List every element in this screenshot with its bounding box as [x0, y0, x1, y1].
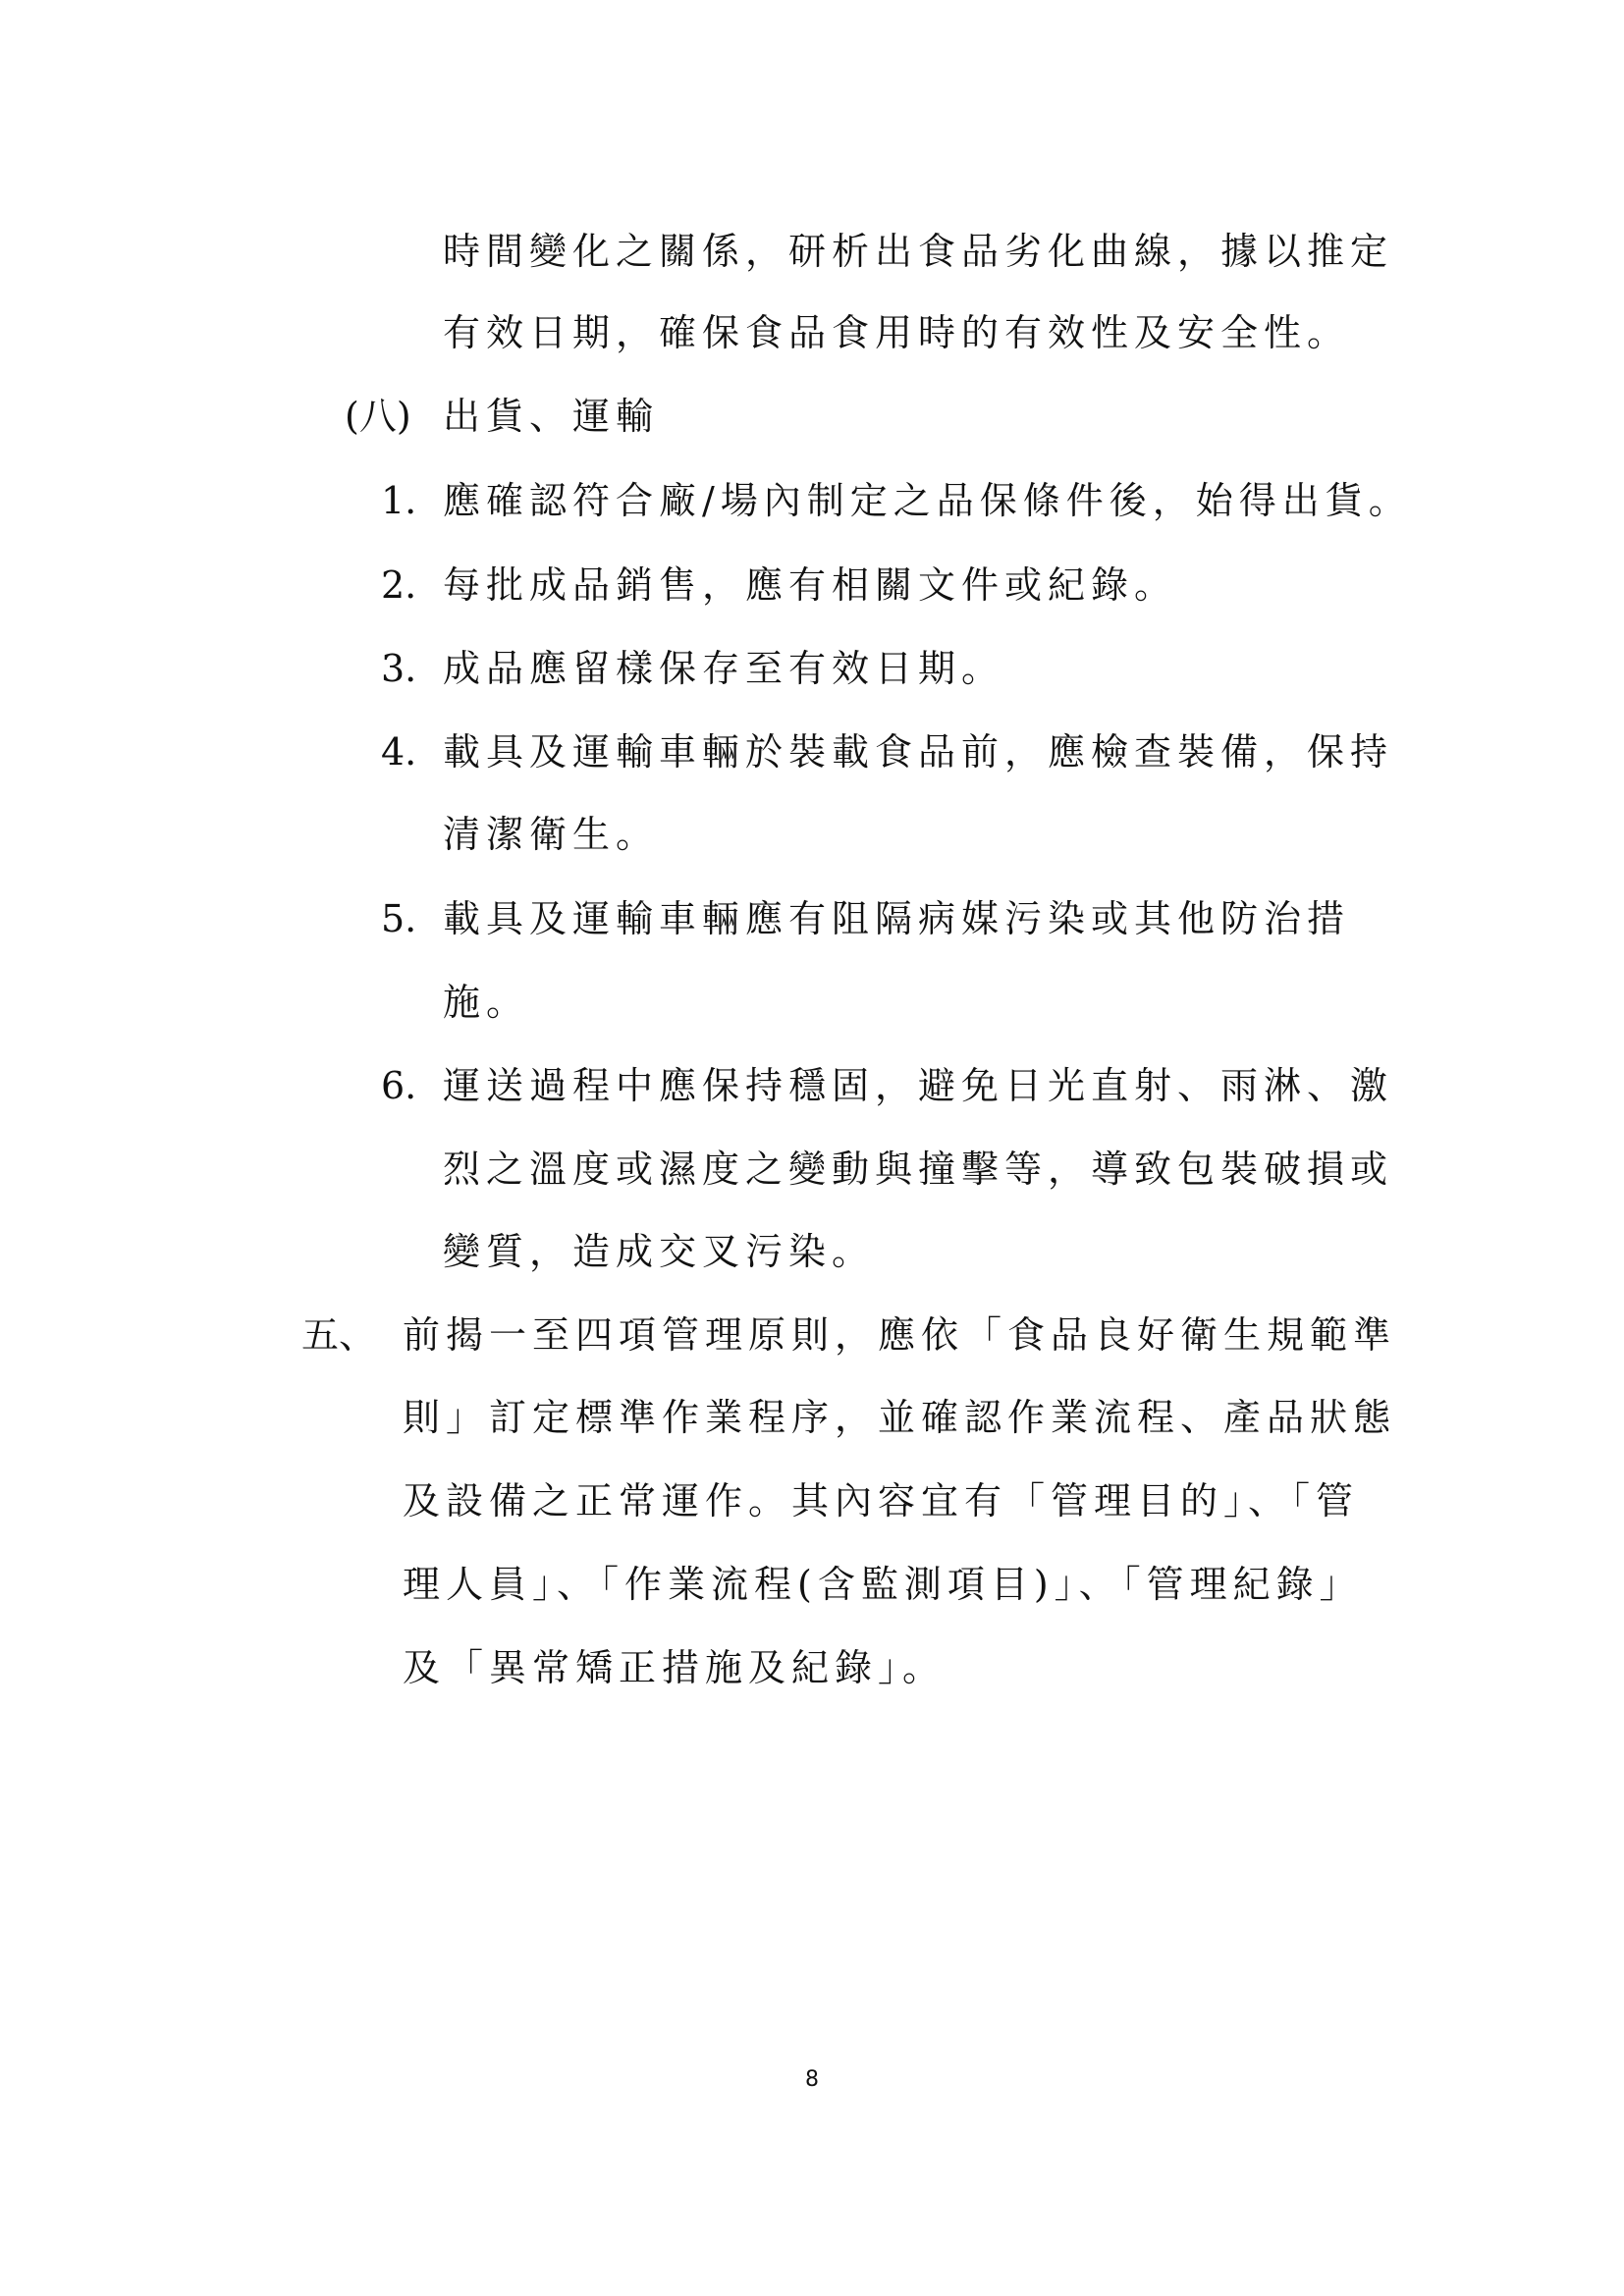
paragraph-line: 有效日期，確保食品食用時的有效性及安全性。: [443, 311, 1351, 354]
list-item-text: 清潔衛生。: [443, 813, 660, 856]
page-number: 8: [805, 2067, 819, 2092]
list-item-number: 4.: [381, 730, 417, 774]
section-marker: (八): [345, 395, 411, 438]
list-item-text: 每批成品銷售，應有相關文件或紀錄。: [443, 563, 1178, 607]
section-marker: 五、: [301, 1313, 377, 1357]
paragraph-line: 及「異常矯正措施及紀錄」。: [403, 1646, 947, 1689]
paragraph-line: 則」訂定標準作業程序，並確認作業流程、產品狀態: [403, 1396, 1397, 1439]
list-item-text: 施。: [443, 981, 530, 1024]
list-item-number: 2.: [381, 563, 417, 607]
list-item-text: 應確認符合廠/場內制定之品保條件後，始得出貨。: [443, 479, 1412, 522]
list-item-number: 3.: [381, 647, 417, 690]
list-item-number: 1.: [381, 479, 417, 522]
list-item-text: 載具及運輸車輛應有阻隔病媒污染或其他防治措: [443, 897, 1351, 940]
list-item-text: 成品應留樣保存至有效日期。: [443, 647, 1005, 690]
paragraph-line: 前揭一至四項管理原則，應依「食品良好衛生規範準: [403, 1313, 1397, 1357]
list-item-number: 6.: [381, 1064, 417, 1107]
list-item-text: 變質，造成交叉污染。: [443, 1230, 876, 1273]
paragraph-line: 理人員」、「作業流程(含監測項目)」、「管理紀錄」: [403, 1563, 1363, 1606]
list-item-number: 5.: [381, 897, 417, 940]
list-item-text: 烈之溫度或濕度之變動與撞擊等，導致包裝破損或: [443, 1148, 1394, 1191]
list-item-text: 載具及運輸車輛於裝載食品前，應檢查裝備，保持: [443, 730, 1394, 774]
list-item-text: 運送過程中應保持穩固，避免日光直射、雨淋、激: [443, 1064, 1394, 1107]
section-title: 出貨、運輸: [443, 395, 660, 438]
paragraph-line: 及設備之正常運作。其內容宜有「管理目的」、「管: [403, 1479, 1360, 1522]
paragraph-line: 時間變化之關係，研析出食品劣化曲線，據以推定: [443, 230, 1394, 273]
